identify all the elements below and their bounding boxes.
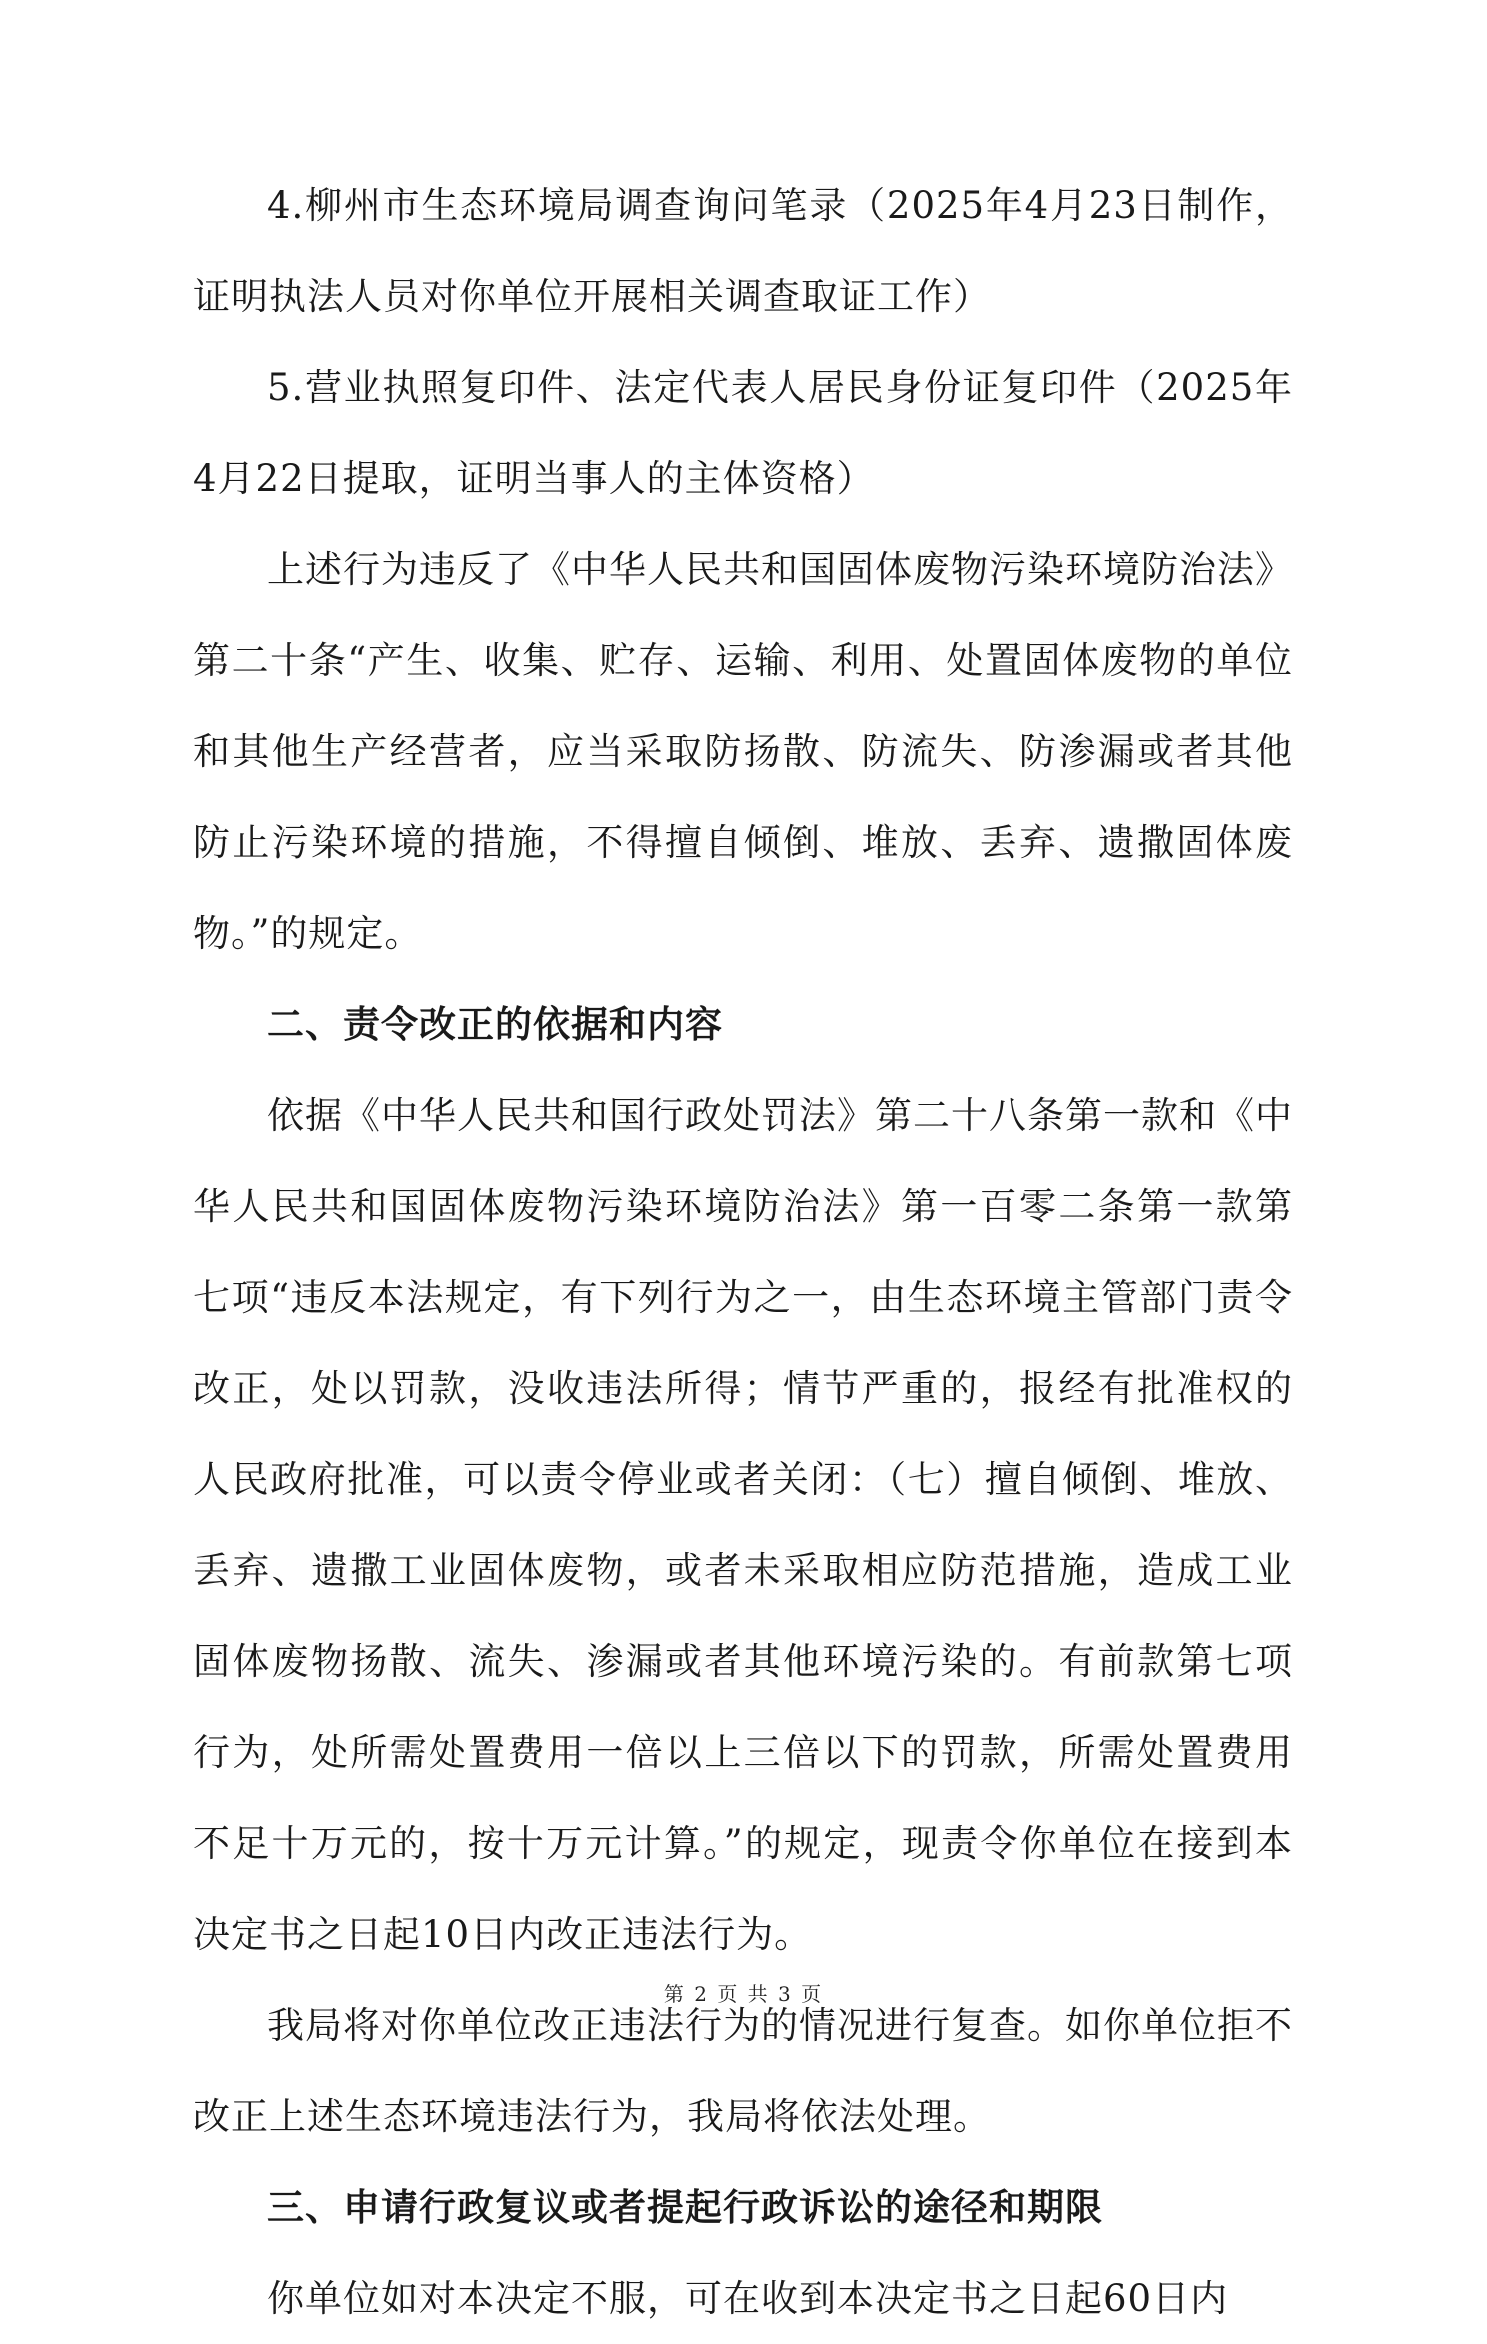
review-notice: 我局将对你单位改正违法行为的情况进行复查。如你单位拒不改正上述生态环境违法行为，我局将依法处理。	[193, 2004, 1293, 2138]
section-heading-appeal: 三、申请行政复议或者提起行政诉讼的途径和期限	[267, 2186, 1103, 2229]
section-heading-correction: 二、责令改正的依据和内容	[267, 1003, 723, 1046]
evidence-item-5: 5.营业执照复印件、法定代表人居民身份证复印件（2025年4月22日提取，证明当事人的主体资格）	[193, 366, 1293, 500]
document-body	[193, 160, 1293, 2344]
violation-statement: 上述行为违反了《中华人民共和国固体废物污染环境防治法》第二十条“产生、收集、贮存、运输、利用、处置固体废物的单位和其他生产经营者，应当采取防扬散、防流失、防渗漏或者其他防止污染环境的措施，不得擅自倾倒、堆放、丢弃、遗撒固体废物。”的规定。	[193, 548, 1293, 955]
appeal-paragraph: 你单位如对本决定不服，可在收到本决定书之日起60日内	[267, 2277, 1229, 2320]
page-number-footer: 第 2 页 共 3 页	[663, 1982, 824, 2006]
evidence-item-4: 4.柳州市生态环境局调查询问笔录（2025年4月23日制作，证明执法人员对你单位开展相关调查取证工作）	[193, 184, 1293, 318]
correction-basis: 依据《中华人民共和国行政处罚法》第二十八条第一款和《中华人民共和国固体废物污染环境防治法》第一百零二条第一款第七项“违反本法规定，有下列行为之一，由生态环境主管部门责令改正，处以罚款，没收违法所得；情节严重的，报经有批准权的人民政府批准，可以责令停业或者关闭：（七）擅自倾倒、堆放、丢弃、遗撒工业固体废物，或者未采取相应防范措施，造成工业固体废物扬散、流失、渗漏或者其他环境污染的。有前款第七项行为，处所需处置费用一倍以上三倍以下的罚款，所需处置费用不足十万元的，按十万元计算。”的规定，现责令你单位在接到本决定书之日起10日内改正违法行为。	[193, 1094, 1293, 1956]
